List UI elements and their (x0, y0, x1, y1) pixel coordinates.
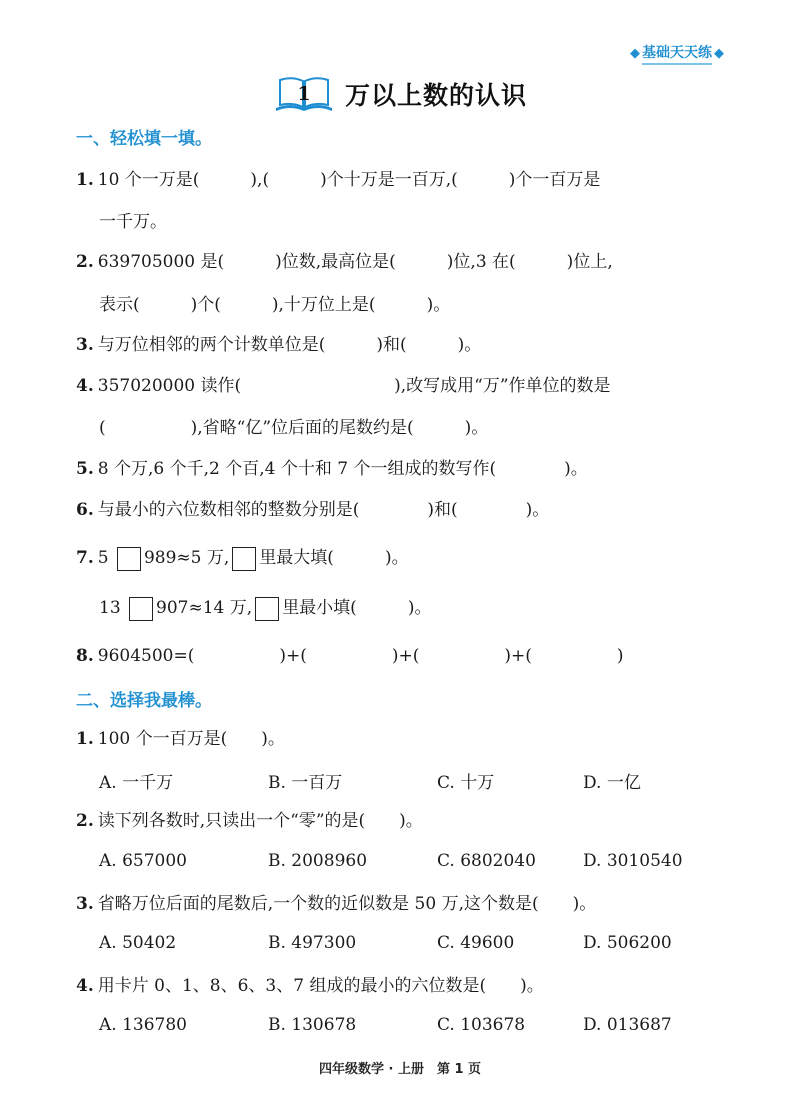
open-book-icon (273, 74, 335, 114)
option-a[interactable]: A. 136780 (99, 1015, 187, 1035)
question-2-1: 1. 100 个一百万是( )。 (76, 729, 285, 749)
question-1-4-cont: ( ),省略“亿”位后面的尾数约是( )。 (99, 418, 489, 438)
answer-box-ref (232, 547, 256, 571)
section-2-heading: 二、选择我最棒。 (76, 691, 212, 711)
option-b[interactable]: B. 497300 (268, 933, 357, 953)
answer-box-ref (255, 597, 279, 621)
option-c[interactable]: C. 49600 (437, 933, 515, 953)
question-1-4: 4. 357020000 读作( ),改写成用“万”作单位的数是 (76, 376, 611, 396)
diamond-right-icon: ◆ (714, 46, 724, 61)
page-footer: 四年级数学 · 上册 第 1 页 (318, 1062, 482, 1077)
title-block (0, 74, 800, 114)
option-b[interactable]: B. 130678 (268, 1015, 357, 1035)
question-1-2-cont: 表示( )个( ),十万位上是( )。 (99, 295, 451, 315)
option-c[interactable]: C. 103678 (437, 1015, 526, 1035)
question-1-2: 2. 639705000 是( )位数,最高位是( )位,3 在( )位上, (76, 252, 613, 272)
question-1-1: 1. 10 个一万是( ),( )个十万是一百万,( )个一百万是 (76, 170, 601, 190)
section-1-heading: 一、轻松填一填。 (76, 129, 212, 149)
option-a[interactable]: A. 657000 (99, 851, 187, 871)
question-1-3: 3. 与万位相邻的两个计数单位是( )和( )。 (76, 335, 482, 355)
option-a[interactable]: A. 一千万 (99, 773, 174, 793)
question-1-8: 8. 9604500=( )+( )+( )+( ) (76, 646, 624, 666)
option-a[interactable]: A. 50402 (99, 933, 177, 953)
question-2-4: 4. 用卡片 0、1、8、6、3、7 组成的最小的六位数是( )。 (76, 976, 544, 996)
option-c[interactable]: C. 十万 (437, 773, 495, 793)
header-tag (630, 42, 724, 65)
option-d[interactable]: D. 3010540 (583, 851, 683, 871)
page-title: 万以上数的认识 (344, 81, 527, 110)
header-tag-text: 基础天天练 (642, 42, 712, 65)
lesson-number: 1 (297, 83, 311, 105)
question-2-2: 2. 读下列各数时,只读出一个“零”的是( )。 (76, 811, 423, 831)
question-1-1-cont: 一千万。 (99, 212, 167, 232)
option-d[interactable]: D. 506200 (583, 933, 672, 953)
question-1-7a: 7. 5 989≈5 万, 里最大填( )。 (76, 546, 409, 571)
option-b[interactable]: B. 2008960 (268, 851, 368, 871)
answer-box[interactable] (117, 547, 141, 571)
option-d[interactable]: D. 一亿 (583, 773, 641, 793)
question-1-7b: 13 907≈14 万, 里最小填( )。 (99, 596, 431, 621)
question-1-5: 5. 8 个万,6 个千,2 个百,4 个十和 7 个一组成的数写作( )。 (76, 459, 588, 479)
answer-box[interactable] (129, 597, 153, 621)
question-2-3: 3. 省略万位后面的尾数后,一个数的近似数是 50 万,这个数是( )。 (76, 894, 597, 914)
diamond-left-icon: ◆ (630, 46, 640, 61)
option-b[interactable]: B. 一百万 (268, 773, 343, 793)
option-d[interactable]: D. 013687 (583, 1015, 672, 1035)
question-1-6: 6. 与最小的六位数相邻的整数分别是( )和( )。 (76, 500, 550, 520)
option-c[interactable]: C. 6802040 (437, 851, 536, 871)
